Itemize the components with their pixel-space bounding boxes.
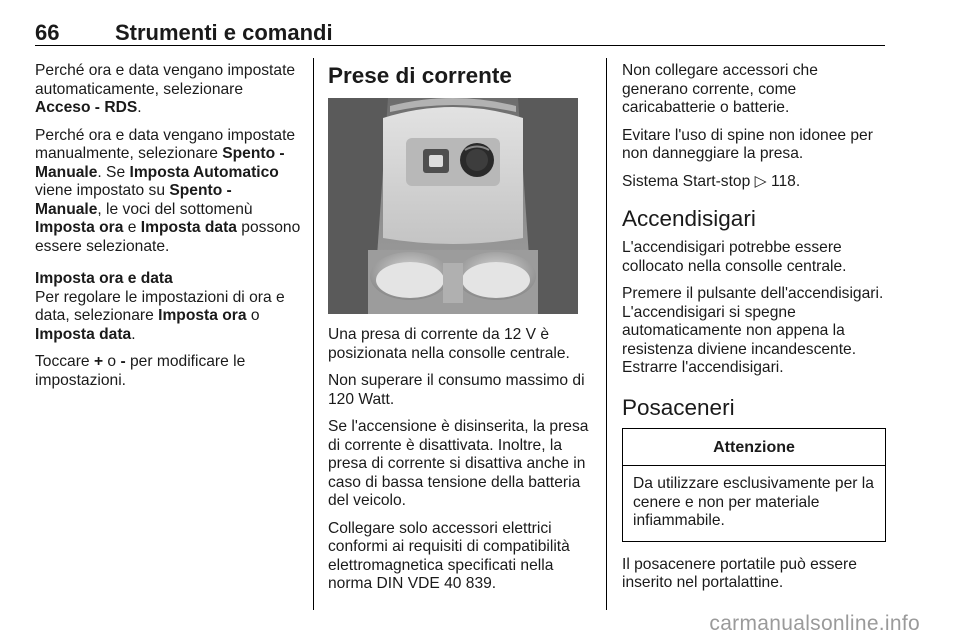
column-1: [35, 62, 301, 399]
column-2: [328, 62, 592, 603]
page-header: [35, 8, 885, 46]
paragraph-accessories: Collegare solo accessori elettrici conformi ai requisiti di compatibilità elettromagnetica specificati nella norma DIN VDE 40 839.: [328, 519, 570, 592]
power-outlet-photo: [328, 98, 578, 314]
paragraph-set-time: Per regolare le impostazioni di ora e data, selezionare Imposta ora o Imposta data.: [35, 288, 285, 343]
subheading-time-date: Imposta ora e data: [35, 270, 173, 287]
paragraph-max-power: Non superare il consumo massimo di 120 Watt.: [328, 372, 585, 408]
caution-title: Attenzione: [623, 429, 885, 467]
paragraph-portable-ashtray: Il posacenere portatile può essere inserito nel portalattine.: [622, 555, 857, 591]
paragraph-manual-time: Perché ora e data vengano impostate manualmente, selezionare Spento - Manuale. Se Imposta Automatico viene impostato su Spento - Manuale, le voci del sottomenù Imposta ora e Imposta data possono essere selezionate.: [35, 126, 301, 255]
column-divider-1: [313, 58, 314, 610]
header-rule: [35, 45, 885, 46]
column-divider-2: [606, 58, 607, 610]
watermark: carmanualsonline.info: [709, 612, 920, 635]
heading-power-outlets: Prese di corrente: [328, 63, 512, 88]
page-ref-icon: ▷: [754, 172, 767, 190]
bold-acceso-rds: Acceso - RDS: [35, 99, 138, 116]
paragraph-avoid-plugs: Evitare l'uso di spine non idonee per non danneggiare la presa.: [622, 126, 873, 162]
paragraph-auto-time: Perché ora e data vengano impostate automaticamente, selezionare Acceso - RDS.: [35, 62, 296, 116]
caution-text: Da utilizzare esclusivamente per la cenere e non per materiale infiammabile.: [633, 475, 874, 529]
column-3: [622, 62, 888, 602]
start-stop-link[interactable]: 118.: [770, 172, 801, 190]
heading-cigarette-lighter: Accendisigari: [622, 206, 756, 231]
minus-symbol: -: [120, 353, 126, 370]
page-number: 66: [35, 20, 60, 45]
chapter-title: Strumenti e comandi: [115, 20, 333, 45]
paragraph-lighter-location: L'accendisigari potrebbe essere collocato nella consolle centrale.: [622, 239, 847, 275]
paragraph-outlet-location: Una presa di corrente da 12 V è posizionata nella consolle centrale.: [328, 326, 570, 362]
paragraph-plus-minus: Toccare + o - per modificare le impostazioni.: [35, 353, 246, 389]
paragraph-ignition-off: Se l'accensione è disinserita, la presa di corrente è disattivata. Inoltre, la presa di corrente si disattiva anche in caso di bassa tensione della batteria del veicolo.: [328, 418, 589, 509]
plus-symbol: +: [93, 353, 104, 370]
paragraph-lighter-use: Premere il pulsante dell'accendisigari. L'accendisigari si spegne automaticamente non appena la resistenza diviene incandescente. Estrarre l'accendisigari.: [622, 285, 884, 376]
heading-ashtrays: Posaceneri: [622, 394, 735, 420]
caution-box: [622, 428, 886, 542]
paragraph-no-generators: Non collegare accessori che generano corrente, come caricabatterie o batterie.: [622, 62, 818, 116]
paragraph-start-stop-ref: Sistema Start-stop ▷ 118.: [622, 172, 801, 190]
